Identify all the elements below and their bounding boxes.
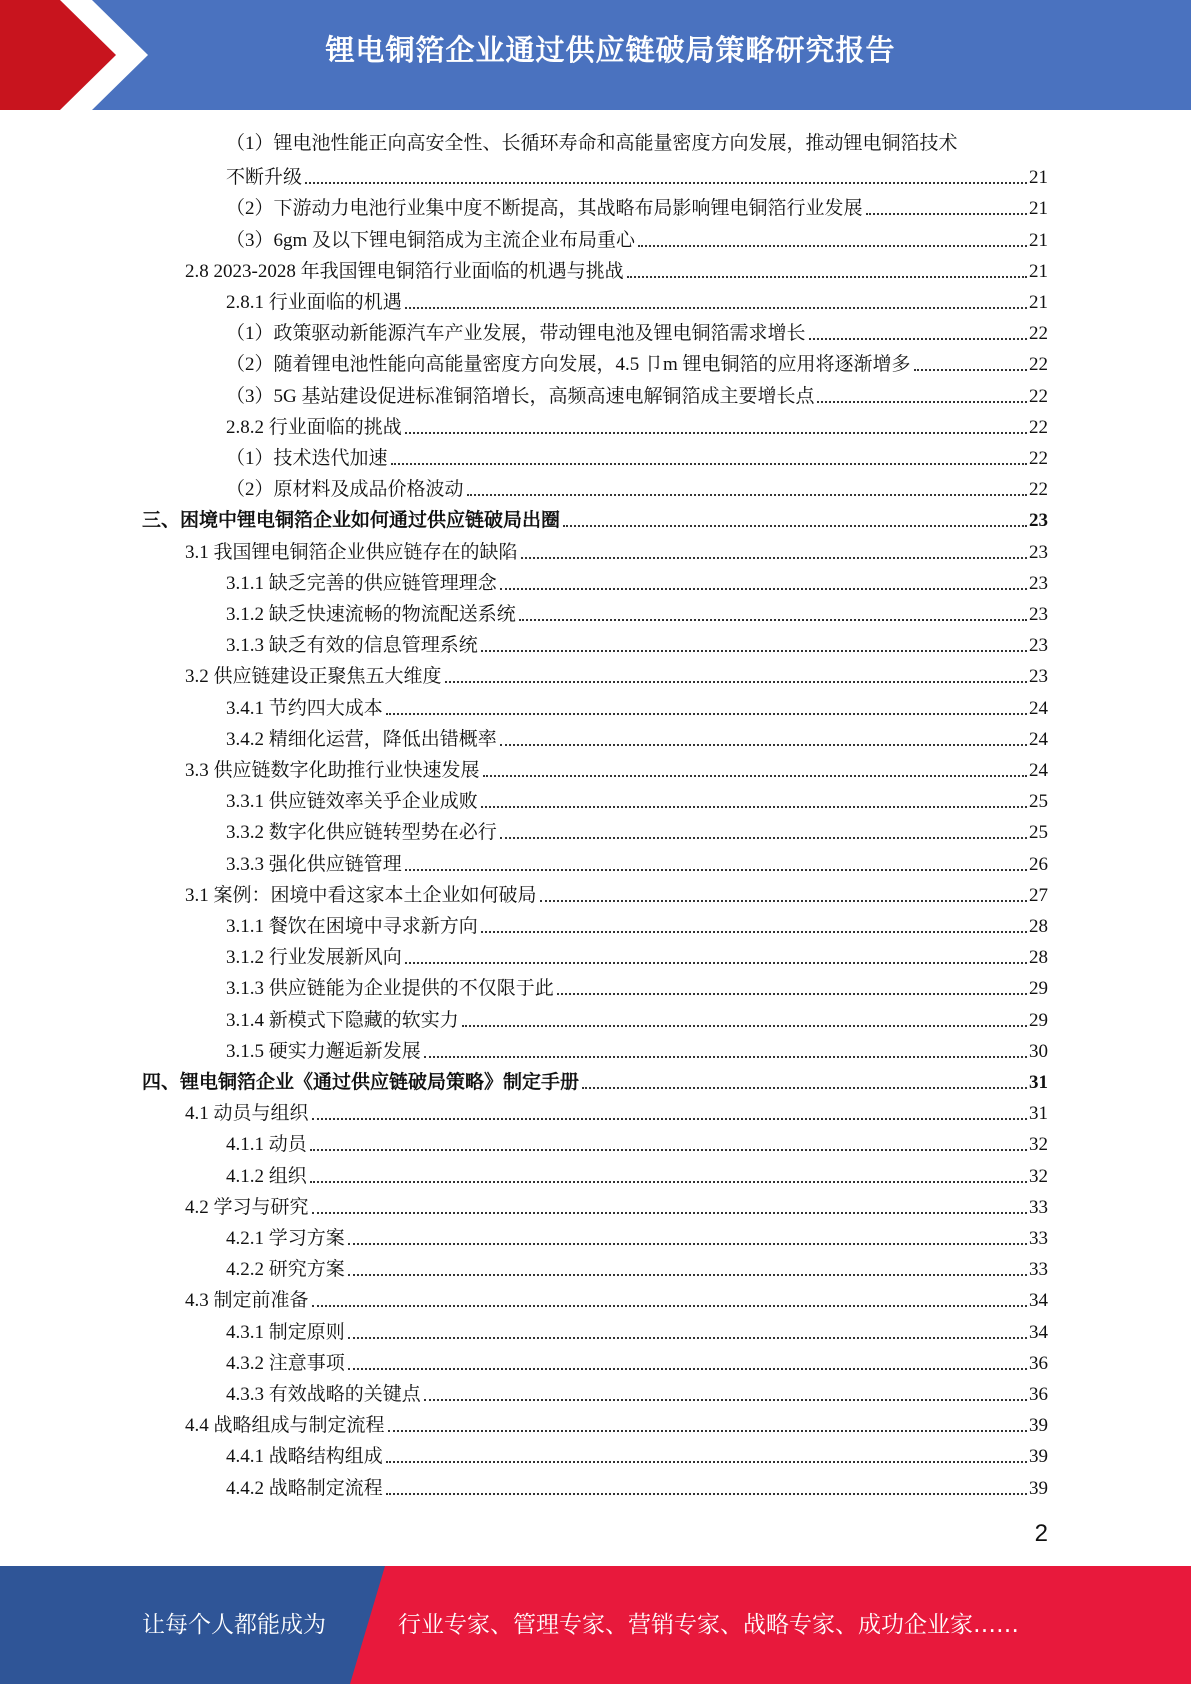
- toc-entry-page: 33: [1029, 1228, 1048, 1249]
- toc-row: [0, 596, 1191, 627]
- toc-dot-leader: [348, 1337, 1027, 1339]
- toc-entry-page: 22: [1029, 479, 1048, 501]
- toc-row: [0, 502, 1191, 533]
- toc-entry[interactable]: [226, 1220, 1048, 1251]
- toc-entry[interactable]: [226, 1345, 1048, 1376]
- toc-entry[interactable]: [226, 939, 1048, 970]
- toc-row: [0, 1095, 1191, 1126]
- toc-dot-leader: [391, 463, 1027, 465]
- toc-entry-page: 31: [1029, 1103, 1048, 1125]
- toc-entry-page: 24: [1029, 728, 1048, 750]
- toc-entry[interactable]: [226, 908, 1048, 939]
- toc-row: [0, 752, 1191, 783]
- toc-dot-leader: [312, 1118, 1027, 1120]
- toc-entry-title: 3.1.1 餐饮在困境中寻求新方向: [226, 916, 478, 937]
- toc-entry-title: 4.4.1 战略结构组成: [226, 1446, 383, 1468]
- toc-entry[interactable]: [142, 1064, 1048, 1095]
- toc-row: [0, 1002, 1191, 1033]
- toc-entry[interactable]: [226, 378, 1048, 409]
- toc-dot-leader: [312, 1212, 1027, 1214]
- toc-dot-leader: [405, 432, 1027, 434]
- toc-entry-page: 30: [1029, 1040, 1048, 1062]
- toc-entry[interactable]: [226, 1158, 1048, 1189]
- toc-row: [0, 627, 1191, 658]
- page-header: [0, 0, 1191, 110]
- toc-entry-page: 36: [1029, 1384, 1048, 1405]
- toc-dot-leader: [312, 1305, 1027, 1307]
- toc-entry-title: 4.2.2 研究方案: [226, 1259, 345, 1281]
- toc-row: [0, 378, 1191, 409]
- toc-entry-page: 34: [1029, 1290, 1048, 1312]
- toc-entry-title: （3）5G 基站建设促进标准铜箔增长，高频高速电解铜箔成主要增长点: [226, 385, 815, 407]
- toc-row: [0, 1158, 1191, 1189]
- toc-dot-leader: [424, 1056, 1027, 1058]
- toc-entry[interactable]: [185, 1282, 1048, 1313]
- toc-row: [0, 721, 1191, 752]
- toc-entry-title: 4.1.1 动员: [226, 1134, 307, 1156]
- toc-row: [0, 253, 1191, 284]
- toc-entry-page: 24: [1029, 760, 1048, 781]
- toc-entry-title: 3.1 案例：困境中看这家本土企业如何破局: [185, 884, 537, 906]
- toc-row: [0, 1251, 1191, 1282]
- toc-entry-title: 四、锂电铜箔企业《通过供应链破局策略》制定手册: [142, 1072, 580, 1093]
- toc-entry-page: 24: [1029, 697, 1048, 719]
- toc-entry-title: 4.3.2 注意事项: [226, 1352, 345, 1374]
- toc-entry[interactable]: [226, 565, 1048, 596]
- toc-entry[interactable]: [226, 1470, 1048, 1501]
- toc-entry-page: 33: [1029, 1259, 1048, 1281]
- toc-dot-leader: [481, 650, 1027, 652]
- toc-row: [0, 1470, 1191, 1501]
- toc-entry-page: 29: [1029, 978, 1048, 1000]
- toc-dot-leader: [483, 775, 1027, 777]
- toc-entry-title: 3.1.2 行业发展新风向: [226, 947, 402, 969]
- toc-dot-leader: [519, 619, 1027, 621]
- toc-entry[interactable]: [226, 159, 1048, 190]
- toc-entry-page: 33: [1029, 1196, 1048, 1218]
- toc-dot-leader: [540, 900, 1027, 902]
- toc-dot-leader: [914, 369, 1027, 371]
- toc-entry-title: 4.4 战略组成与制定流程: [185, 1415, 385, 1437]
- footer-slogan-left: 让每个人都能成为: [142, 1612, 326, 1638]
- toc-row: [0, 346, 1191, 377]
- toc-row: [0, 1126, 1191, 1157]
- toc-entry[interactable]: [226, 1126, 1048, 1157]
- toc-entry-page: 32: [1029, 1165, 1048, 1187]
- toc-row: [0, 1438, 1191, 1469]
- toc-entry[interactable]: [185, 1407, 1048, 1438]
- toc-dot-leader: [481, 806, 1027, 808]
- toc-entry-page: 25: [1029, 822, 1048, 844]
- toc-row: [0, 1407, 1191, 1438]
- toc-entry-title: 不断升级: [226, 167, 303, 189]
- toc-dot-leader: [386, 713, 1027, 715]
- toc-dot-leader: [424, 1399, 1027, 1401]
- toc-row: [0, 565, 1191, 596]
- toc-entry-title: 2.8.2 行业面临的挑战: [226, 416, 402, 438]
- toc-entry-title: 2.8 2023-2028 年我国锂电铜箔行业面临的机遇与挑战: [185, 260, 624, 282]
- toc-entry-first-line: （1）锂电池性能正向高安全性、长循环寿命和高能量密度方向发展，推动锂电铜箔技术: [226, 133, 958, 154]
- toc-dot-leader: [310, 1149, 1027, 1151]
- toc-dot-leader: [405, 962, 1027, 964]
- toc-entry-title: 4.3 制定前准备: [185, 1290, 309, 1312]
- toc-entry-page: 22: [1029, 448, 1048, 469]
- toc-entry-title: （2）随着锂电池性能向高能量密度方向发展，4.5 卩m 锂电铜箔的应用将逐渐增多: [226, 354, 911, 376]
- toc-entry-title: （2）原材料及成品价格波动: [226, 479, 464, 501]
- toc-entry[interactable]: [226, 970, 1048, 1001]
- toc-entry-page: 21: [1029, 292, 1048, 313]
- toc-entry-page: 25: [1029, 791, 1048, 813]
- toc-row: [0, 284, 1191, 315]
- toc-entry-title: 4.3.1 制定原则: [226, 1321, 345, 1343]
- toc-entry-title: 3.3.3 强化供应链管理: [226, 853, 402, 875]
- toc-dot-leader: [500, 837, 1027, 839]
- toc-entry-page: 22: [1029, 385, 1048, 407]
- toc-entry[interactable]: [185, 253, 1048, 284]
- toc-entry[interactable]: [226, 190, 1048, 221]
- footer-slogan-right: 行业专家、管理专家、营销专家、战略专家、成功企业家……: [398, 1612, 1019, 1638]
- toc-row: [0, 877, 1191, 908]
- toc-entry[interactable]: [226, 284, 1048, 315]
- toc-row: [0, 315, 1191, 346]
- toc-entry-title: 2.8.1 行业面临的机遇: [226, 292, 402, 313]
- toc-entry-page: 23: [1029, 510, 1048, 532]
- toc-row: [0, 159, 1191, 190]
- toc-row: [0, 658, 1191, 689]
- toc-entry-page: 21: [1029, 167, 1048, 189]
- toc-entry-page: 26: [1029, 853, 1048, 875]
- toc-dot-leader: [809, 338, 1027, 340]
- toc-dot-leader: [481, 931, 1027, 933]
- toc-entry-page: 27: [1029, 884, 1048, 906]
- toc-dot-leader: [405, 869, 1027, 871]
- toc-entry-page: 39: [1029, 1415, 1048, 1437]
- toc-row: [0, 939, 1191, 970]
- toc-entry-page: 29: [1029, 1009, 1048, 1031]
- toc-entry[interactable]: [226, 471, 1048, 502]
- toc-dot-leader: [388, 1430, 1027, 1432]
- toc-entry-title: 3.1.2 缺乏快速流畅的物流配送系统: [226, 604, 516, 625]
- toc-entry[interactable]: [226, 783, 1048, 814]
- toc-entry-title: 4.1.2 组织: [226, 1165, 307, 1187]
- toc-entry[interactable]: [185, 658, 1048, 689]
- toc-dot-leader: [557, 993, 1027, 995]
- toc-entry[interactable]: [226, 814, 1048, 845]
- toc-row: [0, 1314, 1191, 1345]
- page-number: 2: [1034, 1520, 1048, 1547]
- toc-row: [0, 1064, 1191, 1095]
- toc-entry[interactable]: [226, 1033, 1048, 1064]
- toc-entry-title: 3.1.3 缺乏有效的信息管理系统: [226, 635, 478, 657]
- toc-row: [0, 1189, 1191, 1220]
- toc-entry[interactable]: [226, 409, 1048, 440]
- toc-dot-leader: [500, 744, 1027, 746]
- toc-entry-page: 21: [1029, 260, 1048, 282]
- toc-entry[interactable]: [226, 1438, 1048, 1469]
- toc-entry-title: 3.4.2 精细化运营，降低出错概率: [226, 728, 497, 750]
- toc-row: [0, 1376, 1191, 1407]
- toc-entry[interactable]: [226, 1376, 1048, 1407]
- toc-entry-title: 3.2 供应链建设正聚焦五大维度: [185, 666, 442, 688]
- toc-entry-page: 31: [1029, 1072, 1048, 1093]
- toc-entry[interactable]: [185, 1189, 1048, 1220]
- toc-dot-leader: [386, 1493, 1027, 1495]
- toc-entry-title: （1）技术迭代加速: [226, 448, 388, 469]
- toc-entry-page: 36: [1029, 1352, 1048, 1374]
- toc-entry-title: 4.1 动员与组织: [185, 1103, 309, 1125]
- toc-entry[interactable]: [226, 1251, 1048, 1282]
- toc-entry-page: 28: [1029, 947, 1048, 969]
- toc-entry[interactable]: [226, 1002, 1048, 1033]
- toc-entry-title: （3）6gm 及以下锂电铜箔成为主流企业布局重心: [226, 229, 636, 251]
- toc-entry-title: 4.4.2 战略制定流程: [226, 1477, 383, 1499]
- toc-dot-leader: [386, 1461, 1027, 1463]
- toc-entry[interactable]: [226, 315, 1048, 346]
- toc-entry[interactable]: [142, 502, 1048, 533]
- toc-dot-leader: [563, 525, 1027, 527]
- toc-entry-page: 34: [1029, 1321, 1048, 1343]
- toc-dot-leader: [348, 1243, 1027, 1245]
- toc-row: [0, 409, 1191, 440]
- toc-row: [0, 190, 1191, 221]
- toc-entry[interactable]: [226, 346, 1048, 377]
- toc-entry-page: 23: [1029, 635, 1048, 657]
- toc-entry-title: （2）下游动力电池行业集中度不断提高，其战略布局影响锂电铜箔行业发展: [226, 198, 863, 220]
- toc-entry-title: 3.4.1 节约四大成本: [226, 697, 383, 719]
- toc-entry-page: 21: [1029, 198, 1048, 220]
- toc-row: [0, 1345, 1191, 1376]
- toc-entry-page: 39: [1029, 1477, 1048, 1499]
- toc-row: [0, 222, 1191, 253]
- toc-entry[interactable]: [185, 1095, 1048, 1126]
- toc-row: [0, 908, 1191, 939]
- toc-dot-leader: [582, 1087, 1027, 1089]
- toc-dot-leader: [462, 1025, 1027, 1027]
- toc-dot-leader: [348, 1368, 1027, 1370]
- toc-entry-title: （1）政策驱动新能源汽车产业发展，带动锂电池及锂电铜箔需求增长: [226, 323, 806, 345]
- toc-entry-page: 39: [1029, 1446, 1048, 1468]
- toc-row: [0, 1282, 1191, 1313]
- toc-entry[interactable]: [185, 752, 1048, 783]
- toc-entry-page: 23: [1029, 572, 1048, 594]
- toc-entry[interactable]: [226, 596, 1048, 627]
- page-footer: [0, 1566, 1191, 1684]
- toc-entry[interactable]: [226, 440, 1048, 471]
- toc-entry-page: 22: [1029, 416, 1048, 438]
- toc-entry-title: 3.3 供应链数字化助推行业快速发展: [185, 760, 480, 781]
- toc-entry-title: 3.1.1 缺乏完善的供应链管理理念: [226, 572, 497, 594]
- toc-entry-title: 4.2 学习与研究: [185, 1196, 309, 1218]
- toc-dot-leader: [305, 182, 1027, 184]
- toc-entry-title: 3.1.5 硬实力邂逅新发展: [226, 1040, 421, 1062]
- toc-dot-leader: [627, 276, 1027, 278]
- toc-dot-leader: [817, 401, 1027, 403]
- toc-row: [0, 440, 1191, 471]
- toc-entry[interactable]: [185, 534, 1048, 565]
- toc-entry-title: 3.1 我国锂电铜箔企业供应链存在的缺陷: [185, 541, 518, 563]
- toc-entry-page: 23: [1029, 666, 1048, 688]
- toc-entry[interactable]: [226, 222, 1048, 253]
- toc-entry-page: 21: [1029, 229, 1048, 251]
- toc-entry-page: 32: [1029, 1134, 1048, 1156]
- toc-row: [0, 783, 1191, 814]
- toc-entry[interactable]: [226, 1314, 1048, 1345]
- toc-entry-title: 3.3.1 供应链效率关乎企业成败: [226, 791, 478, 813]
- toc-entry-title: 4.2.1 学习方案: [226, 1228, 345, 1249]
- toc-dot-leader: [638, 245, 1027, 247]
- toc-dot-leader: [310, 1181, 1027, 1183]
- toc-row: [0, 471, 1191, 502]
- toc-entry-title: 4.3.3 有效战略的关键点: [226, 1384, 421, 1405]
- toc-entry-page: 28: [1029, 916, 1048, 937]
- toc-entry-page: 23: [1029, 541, 1048, 563]
- toc-dot-leader: [500, 588, 1027, 590]
- toc-entry[interactable]: [226, 690, 1048, 721]
- toc-entry[interactable]: [226, 721, 1048, 752]
- toc-entry-title: 3.1.4 新模式下隐藏的软实力: [226, 1009, 459, 1031]
- toc-row: [0, 1220, 1191, 1251]
- toc-entry[interactable]: [226, 846, 1048, 877]
- toc-entry-page: 22: [1029, 354, 1048, 376]
- toc-row: [0, 814, 1191, 845]
- report-title: 锂电铜箔企业通过供应链破局策略研究报告: [325, 33, 896, 67]
- toc-entry-title: 3.3.2 数字化供应链转型势在必行: [226, 822, 497, 844]
- toc-entry-title: 3.1.3 供应链能为企业提供的不仅限于此: [226, 978, 554, 1000]
- toc-dot-leader: [348, 1274, 1027, 1276]
- toc-row: [0, 1033, 1191, 1064]
- toc-entry-title: 三、困境中锂电铜箔企业如何通过供应链破局出圈: [142, 510, 561, 532]
- toc-entry-page: 23: [1029, 604, 1048, 625]
- toc-dot-leader: [467, 494, 1027, 496]
- toc-dot-leader: [445, 681, 1027, 683]
- toc-entry[interactable]: [185, 877, 1048, 908]
- toc-row: [0, 690, 1191, 721]
- toc-row: [0, 846, 1191, 877]
- toc-row: [0, 970, 1191, 1001]
- toc-entry[interactable]: [226, 627, 1048, 658]
- toc-dot-leader: [866, 213, 1027, 215]
- toc-dot-leader: [521, 557, 1027, 559]
- toc-dot-leader: [405, 307, 1027, 309]
- toc-row: [0, 534, 1191, 565]
- toc-entry-page: 22: [1029, 323, 1048, 345]
